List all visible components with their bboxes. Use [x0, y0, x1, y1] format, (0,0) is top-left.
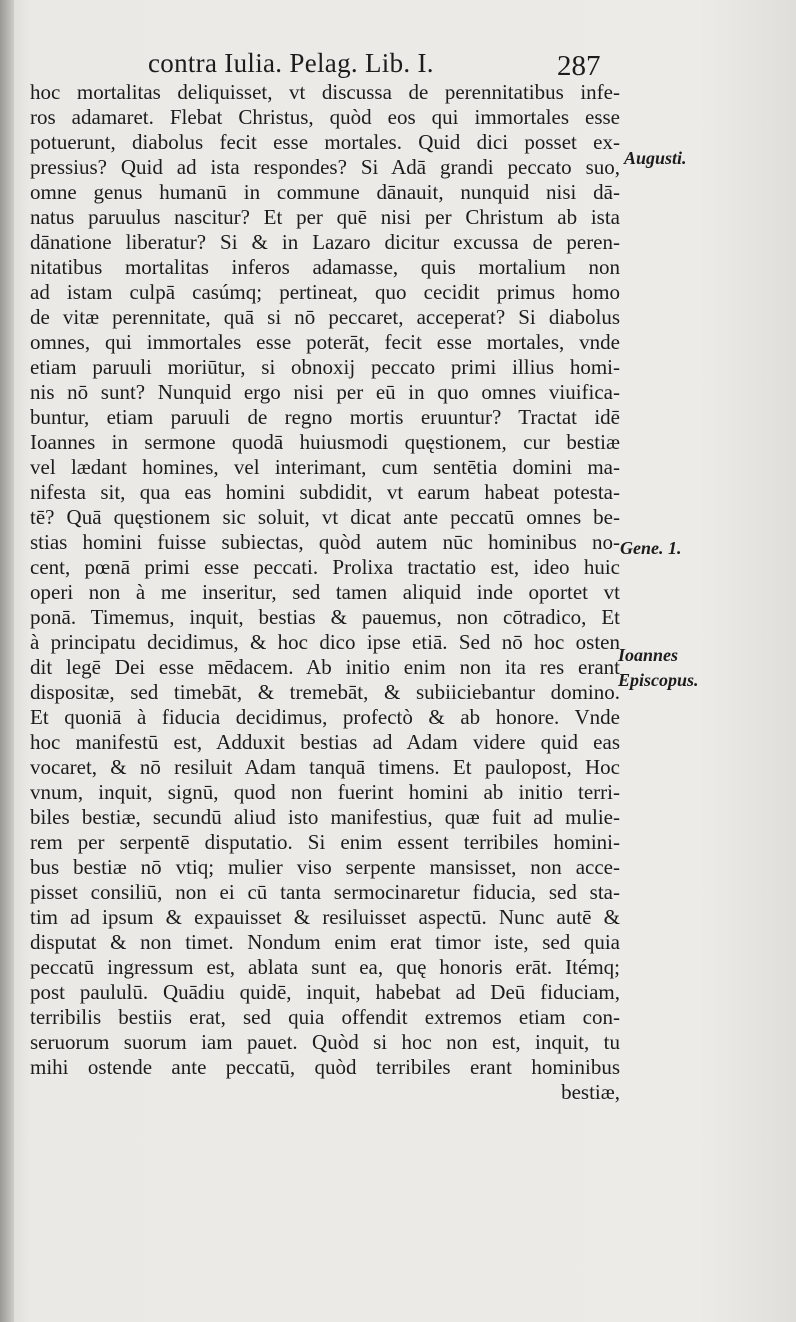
text-line: buntur, etiam paruuli de regno mortis eruuntur? Tractat idē	[30, 405, 620, 429]
text-line: nifesta sit, qua eas homini subdidit, vt earum habeat potesta-	[30, 480, 620, 504]
text-line: ponā. Timemus, inquit, bestias & pauemus, non cōtradico, Et	[30, 605, 620, 629]
text-line: de vitæ perennitate, quā si nō peccaret, acceperat? Si diabolus	[30, 305, 620, 329]
text-line: Ioannes in sermone quodā huiusmodi quęstionem, cur bestiæ	[30, 430, 620, 454]
text-line: nitatibus mortalitas inferos adamasse, quis mortalium non	[30, 255, 620, 279]
text-line: etiam paruuli moriūtur, si obnoxij peccato primi illius homi-	[30, 355, 620, 379]
text-line: vel lædant homines, vel interimant, cum sentētia domini ma-	[30, 455, 620, 479]
text-line: omne genus humanū in commune dānauit, nunquid nisi dā-	[30, 180, 620, 204]
margin-note-augusti: Augusti.	[624, 148, 687, 168]
text-line: natus paruulus nascitur? Et per quē nisi per Christum ab ista	[30, 205, 620, 229]
text-line: seruorum suorum iam pauet. Quòd si hoc non est, inquit, tu	[30, 1030, 620, 1054]
text-line: à principatu decidimus, & hoc dico ipse etiā. Sed nō hoc osten	[30, 630, 620, 654]
text-line: hoc manifestū est, Adduxit bestias ad Adam videre quid eas	[30, 730, 620, 754]
text-line: Et quoniā à fiducia decidimus, profectò & ab honore. Vnde	[30, 705, 620, 729]
text-line: ros adamaret. Flebat Christus, quòd eos qui immortales esse	[30, 105, 620, 129]
text-line: vnum, inquit, signū, quod non fuerint homini ab initio terri-	[30, 780, 620, 804]
text-line: nis nō sunt? Nunquid ergo nisi per eū in quo omnes viuifica-	[30, 380, 620, 404]
text-line: disputat & non timet. Nondum enim erat timor iste, sed quia	[30, 930, 620, 954]
page-gutter-shadow	[0, 0, 14, 1322]
text-line: mihi ostende ante peccatū, quòd terribiles erant hominibus	[30, 1055, 620, 1079]
text-line: peccatū ingressum est, ablata sunt ea, quę honoris erāt. Itémq;	[30, 955, 620, 979]
text-line: rem per serpentē disputatio. Si enim essent terribiles homini-	[30, 830, 620, 854]
running-title: contra Iulia. Pelag. Lib. I.	[148, 48, 434, 78]
text-line: omnes, qui immortales esse poterāt, fecit esse mortales, vnde	[30, 330, 620, 354]
text-line: potuerunt, diabolus fecit esse mortales. Quid dici posset ex-	[30, 130, 620, 154]
text-line: bus bestiæ nō vtiq; mulier viso serpente mansisset, non acce-	[30, 855, 620, 879]
text-line: operi non à me inseritur, sed tamen aliquid inde oportet vt	[30, 580, 620, 604]
text-line: pisset consiliū, non ei cū tanta sermocinaretur fiducia, sed sta-	[30, 880, 620, 904]
margin-note-gene: Gene. 1.	[620, 538, 682, 558]
text-line: vocaret, & nō resiluit Adam tanquā timens. Et paulopost, Hoc	[30, 755, 620, 779]
text-line: stias homini fuisse subiectas, quòd autem nūc hominibus no-	[30, 530, 620, 554]
margin-note-ioannes: Ioannes	[618, 645, 679, 665]
text-line: pressius? Quid ad ista respondes? Si Adā grandi peccato suo,	[30, 155, 620, 179]
margin-note-episcopus: Episcopus.	[618, 670, 699, 690]
text-line: dispositæ, sed timebāt, & tremebāt, & subiiciebantur domino.	[30, 680, 620, 704]
catchword-line: bestiæ,	[561, 1080, 620, 1104]
text-line: dānatione liberatur? Si & in Lazaro dicitur excussa de peren-	[30, 230, 620, 254]
text-line: tim ad ipsum & expauisset & resiluisset aspectū. Nunc autē &	[30, 905, 620, 929]
page-number: 287	[557, 50, 601, 82]
text-line: tē? Quā quęstionem sic soluit, vt dicat ante peccatū omnes be-	[30, 505, 620, 529]
text-line: ad istam culpā casúmq; pertineat, quo cecidit primus homo	[30, 280, 620, 304]
text-line: dit legē Dei esse mēdacem. Ab initio enim non ita res erant	[30, 655, 620, 679]
text-line: hoc mortalitas deliquisset, vt discussa de perennitatibus infe-	[30, 80, 620, 104]
text-line: post paululū. Quādiu quidē, inquit, habebat ad Deū fiduciam,	[30, 980, 620, 1004]
text-line: cent, pœnā primi esse peccati. Prolixa tractatio est, ideo huic	[30, 555, 620, 579]
text-line: biles bestiæ, secundū aliud isto manifestius, quæ fuit ad mulie-	[30, 805, 620, 829]
text-line: terribilis bestiis erat, sed quia offendit extremos etiam con-	[30, 1005, 620, 1029]
